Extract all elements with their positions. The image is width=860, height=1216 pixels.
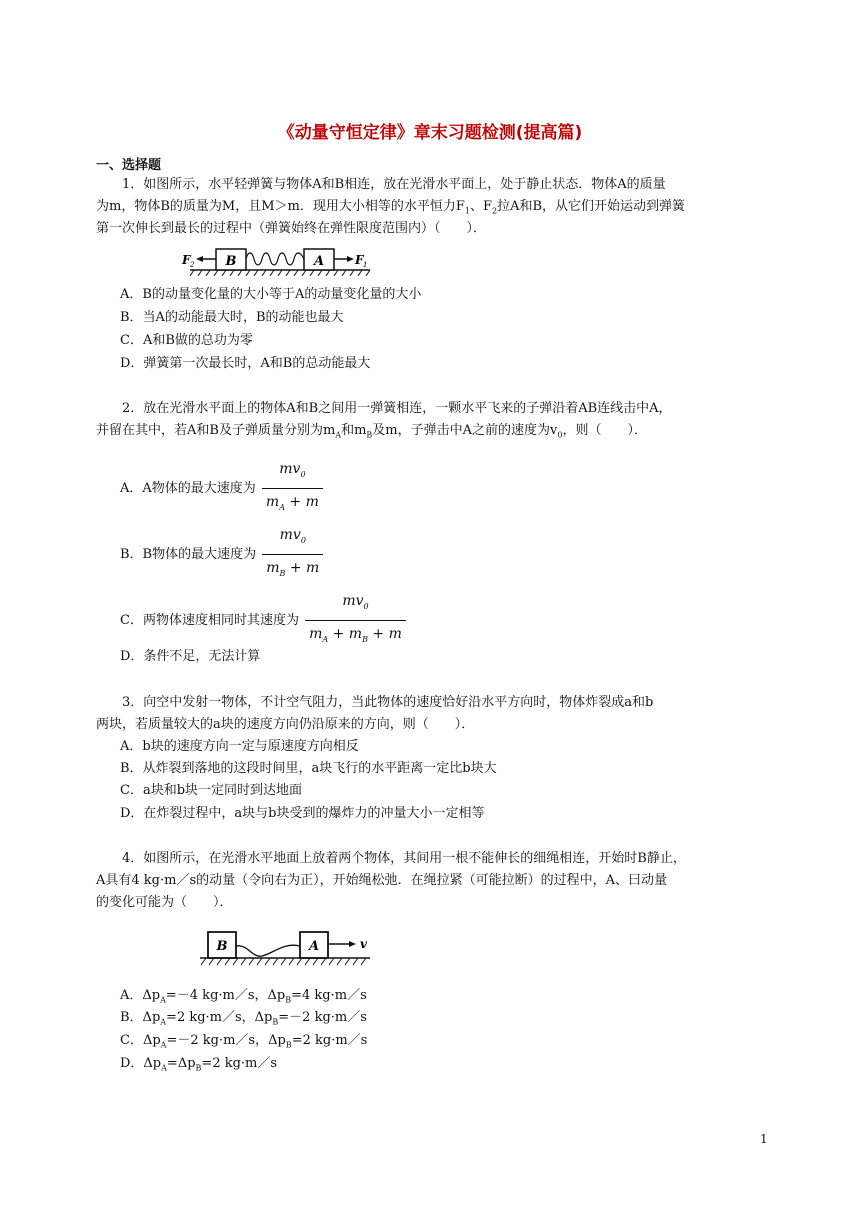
q2-option-b-text: B．B物体的最大速度为 <box>120 546 257 562</box>
q1-option-b: B．当A的动能最大时，B的动能也最大 <box>120 310 344 325</box>
q4-opt-sub2: B <box>285 995 292 1005</box>
q4-line1: 4．如图所示，在光滑水平地面上放着两个物体，其间用一根不能伸长的细绳相连，开始时B静止， <box>122 851 686 866</box>
q4-line3: 的变化可能为（ ）． <box>96 895 233 910</box>
frac-num-sub: 0 <box>363 601 369 611</box>
frac-num: mv <box>342 593 364 609</box>
q1-line1: 1．如图所示，水平轻弹簧与物体A和B相连，放在光滑水平面上，处于静止状态．物体A的质量 <box>122 177 666 192</box>
q2-line2c: 及m，子弹击中A之前的速度为v <box>372 423 558 438</box>
q1-sub2: 2 <box>491 206 498 216</box>
q4-opt-sub1: A <box>160 1017 167 1027</box>
q1-stem-line3 <box>96 218 776 240</box>
q4-stem <box>96 848 776 870</box>
q4-opt-pre: D．Δp <box>120 1056 162 1071</box>
q4-opt-post: =－2 kg·m／s <box>278 1010 367 1025</box>
frac-den: m <box>266 559 280 576</box>
q4-opt-mid: =－4 kg·m／s，Δp <box>165 988 286 1003</box>
q2-sub-a: A <box>335 430 342 440</box>
q3-stem <box>96 692 776 714</box>
frac-num: mv <box>279 527 301 543</box>
q1-option-c: C．A和B做的总功为零 <box>120 333 253 348</box>
q3-option-d: D．在炸裂过程中，a块与b块受到的爆炸力的冲量大小一定相等 <box>120 806 485 821</box>
q2-option-d: D．条件不足，无法计算 <box>120 649 261 664</box>
q3-line1: 3．向空中发射一物体，不计空气阻力，当此物体的速度恰好沿水平方向时，物体炸裂成a和b <box>122 695 654 710</box>
q4-opt-pre: B．Δp <box>120 1010 161 1025</box>
q2-line1: 2．放在光滑水平面上的物体A和B之间用一弹簧相连，一颗水平飞来的子弹沿着AB连线击中A， <box>122 401 672 416</box>
q4-opt-sub2: B <box>195 1063 202 1073</box>
q1-option-d: D．弹簧第一次最长时，A和B的总动能最大 <box>120 356 371 371</box>
frac-den-rest: + m <box>367 625 402 642</box>
q4-opt-mid: =－2 kg·m／s，Δp <box>166 1033 286 1048</box>
q1-stem <box>96 174 776 196</box>
q4-stem-line3 <box>96 892 776 914</box>
q3-stem-line2 <box>96 714 776 736</box>
frac-den-mid: + m <box>328 625 363 642</box>
q2-option-c <box>120 590 406 651</box>
q1-line2c: 拉A和B，从它们开始运动到弹簧 <box>497 199 686 214</box>
q4-opt-sub1: A <box>161 1063 167 1073</box>
q4-rope-figure <box>196 926 376 968</box>
force-f2-label: F <box>182 253 191 267</box>
q1-line3: 第一次伸长到最长的过程中（弹簧始终在弹性限度范围内）（ ）． <box>96 221 487 236</box>
q2-option-c-text: C．两物体速度相同时其速度为 <box>120 612 299 628</box>
velocity-v-label: v <box>360 937 367 951</box>
frac-den: m <box>265 493 280 510</box>
q3-line2: 两块，若质量较大的a块的速度方向仍沿原来的方向，则（ ）． <box>96 717 475 732</box>
q2-stem <box>96 398 776 420</box>
q3-option-b: B．从炸裂到落地的这段时间里，a块飞行的水平距离一定比b块大 <box>120 761 497 776</box>
frac-den-sub1: A <box>322 634 329 644</box>
q1-option-a: A．B的动量变化量的大小等于A的动量变化量的大小 <box>120 287 422 302</box>
frac-den-rest: + m <box>285 559 320 576</box>
block-a-label: A <box>308 939 320 954</box>
q1-spring-figure <box>180 244 380 278</box>
block-a-label: A <box>313 254 325 269</box>
q3-option-c: C．a块和b块一定同时到达地面 <box>120 783 303 798</box>
rope-icon <box>236 945 300 956</box>
q4-opt-sub2: B <box>285 1040 292 1050</box>
q4-opt-sub1: A <box>160 995 166 1005</box>
q4-opt-post: =2 kg·m／s <box>201 1056 278 1071</box>
q3-option-a: A．b块的速度方向一定与原速度方向相反 <box>120 739 359 754</box>
q2-line2d: ，则（ ）． <box>562 423 647 438</box>
q2-option-b <box>120 524 323 585</box>
frac-den: m <box>309 625 323 642</box>
q2-option-b-fraction <box>262 524 323 585</box>
spring-icon <box>246 253 304 265</box>
q2-option-a <box>120 458 323 519</box>
frac-den-sub: B <box>279 568 286 578</box>
page-title: 《动量守恒定律》章末习题检测(提高篇) <box>277 123 583 143</box>
frac-den-rest: + m <box>284 493 319 510</box>
q4-opt-post: =2 kg·m／s <box>291 1033 368 1048</box>
q4-opt-mid: =2 kg·m／s，Δp <box>166 1010 273 1025</box>
q4-opt-post: =4 kg·m／s <box>291 988 367 1003</box>
q2-option-a-text: A．A物体的最大速度为 <box>120 480 256 496</box>
q4-opt-pre: C．Δp <box>120 1033 161 1048</box>
frac-num-sub: 0 <box>300 469 306 479</box>
q2-option-c-fraction <box>305 590 406 651</box>
frac-den-sub2: B <box>362 634 368 644</box>
q2-stem-line2 <box>96 420 776 447</box>
q1-line2b: 、F <box>469 199 492 214</box>
q4-opt-pre: A．Δp <box>120 988 161 1003</box>
q2-line2a: 并留在其中，若A和B及子弹质量分别为m <box>96 423 336 438</box>
q2-sub-b: B <box>366 430 373 440</box>
frac-num: mv <box>279 461 301 477</box>
page-number: 1 <box>760 1132 768 1146</box>
q2-line2b: 和m <box>341 423 367 438</box>
q2-option-a-fraction <box>262 458 323 519</box>
force-f1-label: F <box>355 253 364 267</box>
q4-stem-line2 <box>96 870 776 892</box>
q1-sub1: 1 <box>464 206 470 216</box>
frac-num-sub: 0 <box>300 535 306 545</box>
q2-sub-0: 0 <box>557 430 563 440</box>
force-f2-sub: 2 <box>190 261 195 269</box>
q1-line2a: 为m，物体B的质量为M，且M＞m．现用大小相等的水平恒力F <box>96 199 465 214</box>
block-b-label: B <box>225 254 237 269</box>
frac-den-sub: A <box>279 502 285 512</box>
q4-line2: A具有4 kg·m／s的动量（令向右为正），开始绳松弛．在绳拉紧（可能拉断）的过程中，A、曰动量 <box>96 873 668 888</box>
block-b-label: B <box>216 939 228 954</box>
q4-opt-sub2: B <box>272 1017 279 1027</box>
section-heading: 一、选择题 <box>96 158 162 173</box>
q4-option-d <box>120 1053 277 1080</box>
q4-opt-sub1: A <box>160 1040 167 1050</box>
force-f1-sub: 1 <box>363 261 368 269</box>
q4-opt-mid: =Δp <box>166 1056 196 1071</box>
